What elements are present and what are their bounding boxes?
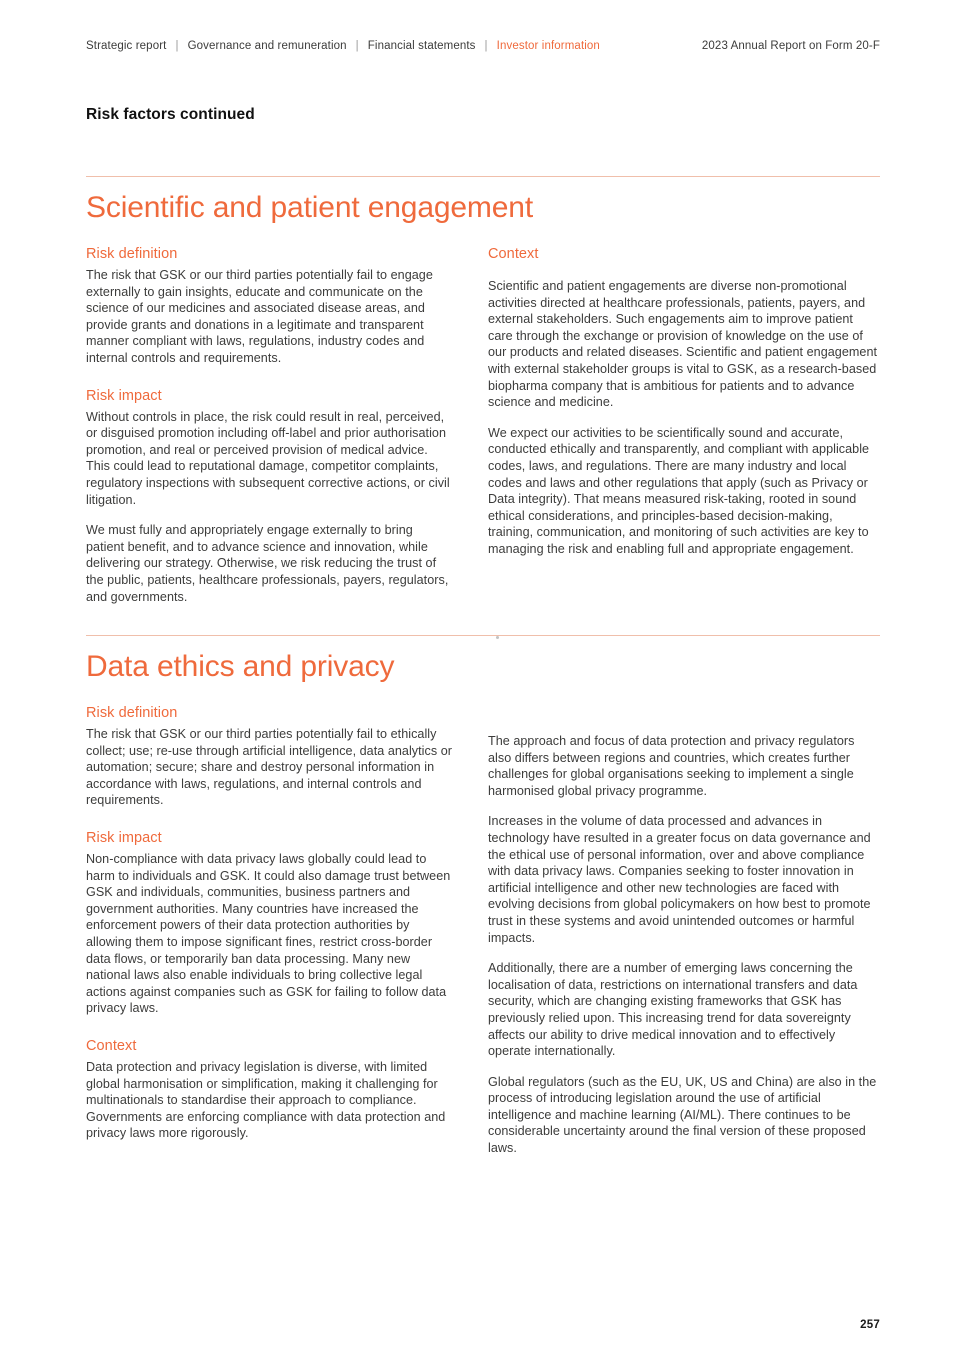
paragraph: Global regulators (such as the EU, UK, US and China) are also in the process of introducing legislation around the use of artificial intelligence and machine learning (AI/ML). There continues to be considerable uncertainty around the final version of these proposed laws. xyxy=(488,1074,877,1156)
nav-separator: | xyxy=(355,40,359,52)
nav-separator: | xyxy=(175,40,179,52)
paragraph: Without controls in place, the risk could result in real, perceived, or disguised promotion including off-label and prior authorisation promotion, and real or perceived provision of medical advice. This could lead to reputational damage, competitor complaints, regulatory inspections with subsequent corrective actions, or civil litigation. xyxy=(86,409,450,507)
nav-item-investor-information[interactable]: Investor information xyxy=(496,40,600,52)
section-columns xyxy=(86,246,880,605)
section-data-ethics-and-privacy xyxy=(86,635,880,1157)
section-scientific-and-patient-engagement xyxy=(86,176,880,605)
header-nav xyxy=(86,40,600,52)
nav-item-governance-and-remuneration[interactable]: Governance and remuneration xyxy=(187,40,347,52)
section-heading: Data ethics and privacy xyxy=(86,650,395,683)
page-number: 257 xyxy=(860,1319,880,1331)
sub-heading-risk-definition: Risk definition xyxy=(86,705,178,721)
sub-heading-context: Context xyxy=(86,1037,137,1054)
paragraph: Data protection and privacy legislation is diverse, with limited global harmonisation or simplification, making it challenging for multinationals to standardise their approach to compliance. Governments are enforcing compliance with data protection and privacy laws more rigorously. xyxy=(86,1059,446,1141)
nav-item-strategic-report[interactable]: Strategic report xyxy=(86,40,167,52)
paragraph: We expect our activities to be scientifically sound and accurate, conducted ethically and transparently, and compliant with applicable codes, laws, and regulations. There are many industry and local codes and laws and other regulations that apply (such as Privacy or Data integrity). That means measured risk-taking, rooted in sound ethical considerations, and principles-based decision-making, training, communication, and monitoring of such activities are key to managing the risk and enabling full and appropriate engagement. xyxy=(488,425,870,556)
paragraph: Additionally, there are a number of emerging laws concerning the localisation of data, restrictions on international transfers and data security, which are changing existing frameworks that GSK has previously relied upon. This increasing trend for data sovereignty affects our ability to drive medical innovation and to effectively operate internationally. xyxy=(488,961,858,1059)
section-left-column xyxy=(86,705,488,1157)
paragraph: The risk that GSK or our third parties potentially fail to ethically collect; use; re-use through artificial intelligence, data analytics or automation; secure; share and destroy personal information in accordance with laws, regulations, and internal controls and requirements. xyxy=(86,727,452,808)
nav-item-financial-statements[interactable]: Financial statements xyxy=(367,40,476,52)
section-heading: Scientific and patient engagement xyxy=(86,191,534,224)
sub-heading-risk-impact: Risk impact xyxy=(86,387,162,404)
sub-heading-risk-definition: Risk definition xyxy=(86,246,178,262)
section-left-column xyxy=(86,246,488,605)
paragraph: We must fully and appropriately engage externally to bring patient benefit, and to advance science and innovation, while delivering our strategy. Otherwise, we risk reducing the trust of the public, patients, healthcare professionals, payers, regulators, and governments. xyxy=(86,523,449,604)
report-title: 2023 Annual Report on Form 20-F xyxy=(701,40,880,52)
paragraph: Non-compliance with data privacy laws globally could lead to harm to individuals and GSK. It could also damage trust between GSK and individuals, communities, business partners and government authorities. Many countries have increased the enforcement powers of their data protection authorities by allowing them to impose significant fines, restrict cross-border data flows, or temporarily ban data processing. Many new national laws also enable individuals to bring collective legal actions against companies such as GSK for failing to follow data privacy laws. xyxy=(86,851,451,1016)
sub-heading-context: Context xyxy=(488,246,539,262)
section-right-column xyxy=(488,705,880,1157)
running-header xyxy=(86,40,880,52)
section-divider xyxy=(86,176,880,177)
section-right-column xyxy=(488,246,880,605)
paragraph: Increases in the volume of data processed and advances in technology have resulted in a greater focus on data governance and the ethical use of personal information, over and above compliance with data privacy laws. Companies seeking to foster innovation in artificial intelligence and other new technologies are faced with evolving decisions from global policymakers on how best to promote trust in these systems and avoid unintended outcomes or harmful impacts. xyxy=(488,814,871,945)
paragraph: The risk that GSK or our third parties potentially fail to engage externally to gain insights, educate and communicate on the science of our medicines and associated disease areas, and provide grants and donations in a legitimate and transparent manner compliant with laws, regulations, industry codes and internal controls and requirements. xyxy=(86,268,433,365)
sub-heading-risk-impact: Risk impact xyxy=(86,829,162,846)
nav-separator: | xyxy=(484,40,488,52)
page-title: Risk factors continued xyxy=(86,106,255,123)
paragraph: The approach and focus of data protection and privacy regulators also differs between regions and countries, which creates further challenges for global organisations seeking to implement a single harmonised global privacy programme. xyxy=(488,734,855,798)
section-columns xyxy=(86,705,880,1157)
section-divider xyxy=(86,635,880,636)
paragraph: Scientific and patient engagements are diverse non-promotional activities directed at healthcare professionals, patients, payers, and external stakeholders. Such engagements aim to improve patient care through the exchange or provision of knowledge on the use of our products and related diseases. Scientific and patient engagement with external stakeholder groups is vital to GSK, as a research-based biopharma company that is ambitious for patients and to advance science and medicine. xyxy=(488,279,878,410)
